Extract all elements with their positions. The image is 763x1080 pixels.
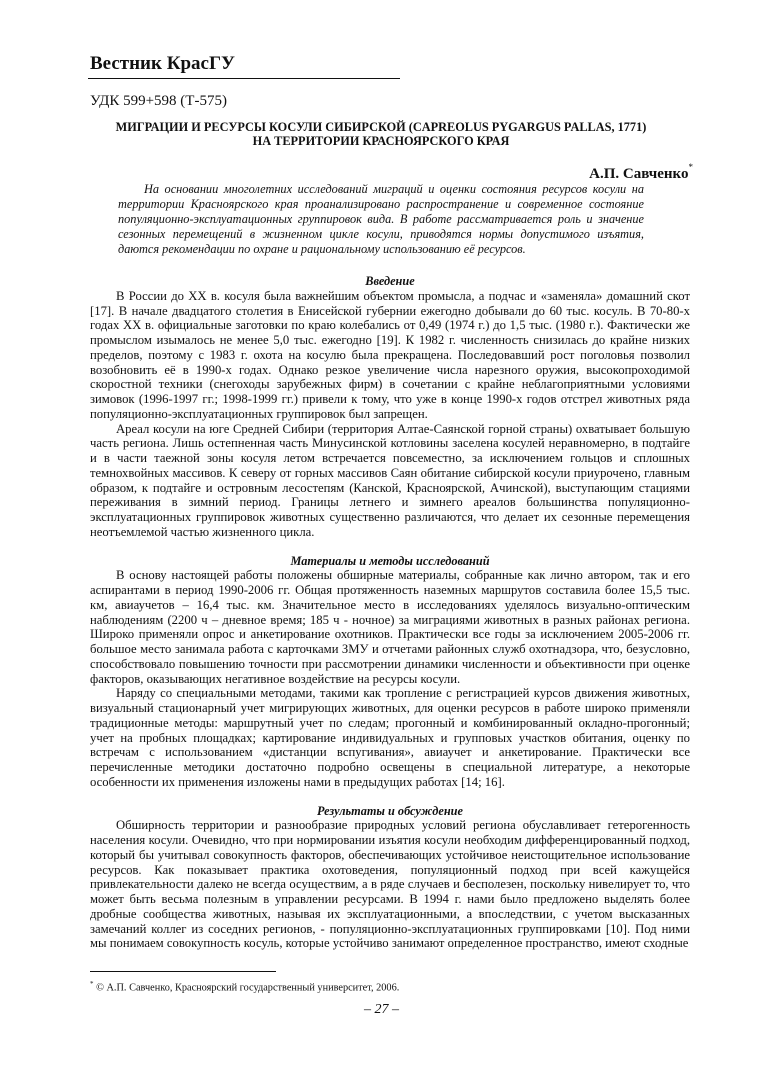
article-title	[90, 121, 672, 148]
author-footnote-mark: *	[688, 162, 693, 172]
article-title-line-1: МИГРАЦИИ И РЕСУРСЫ КОСУЛИ СИБИРСКОЙ (CAPREOLUS PYGARGUS PALLAS, 1771)	[115, 120, 647, 134]
paragraph: В основу настоящей работы положены обширные материалы, собранные как лично автором, так и его аспирантами в период 1990-2006 гг. Общая протяженность наземных маршрутов составила более 15,5 тыс. км, авиаучетов – 16,4 тыс. км. Значительное место в исследованиях уделялось визуально-оптическим наблюдениям (2200 ч – дневное время; 185 ч - ночное) за миграциями животных в разных районах региона. Широко применяли опрос и анкетирование охотников. Практически все годы за исключением 2005-2006 гг. большое место занимала работа с карточками ЗМУ и отчетами районных служб охотнадзора, что, безусловно, способствовало повышению точности при рассмотрении динамики численности и объективности при оценке факторов, оказывающих негативное воздействие на ресурсы косули.	[90, 568, 690, 686]
author-name: А.П. Савченко	[589, 166, 689, 182]
paragraph: Ареал косули на юге Средней Сибири (территория Алтае-Саянской горной страны) охватывает большую часть региона. Лишь остепненная часть Минусинской котловины заселена косулей неравномерно, в подтайге и в части таежной зоны косуля летом встречается повсеместно, за исключением гольцов и сплошных темнохвойных массивов. К северу от горных массивов Саян обитание сибирской косули приурочено, главным образом, к подтайге и островным лесостепям (Канской, Красноярской, Ачинской), выступающим стациями переживания в зимний период. Границы летнего и зимнего ареалов большинства популяционно-эксплуатационных группировок животных существенно различаются, что делает их сезонные перемещения неотъемлемой частью жизненного цикла.	[90, 421, 690, 539]
author	[589, 160, 693, 183]
abstract: На основании многолетних исследований миграций и оценки состояния ресурсов косули на территории Красноярского края проанализировано распространение и современное состояние популяционно-эксплуатационных группировок вида. В работе рассматривается роль и значение сезонных перемещений в жизненном цикле косули, приводятся нормы допустимого изъятия, даются рекомендации по охране и рациональному использованию её ресурсов.	[118, 182, 644, 256]
udk-code: УДК 599+598 (Т-575)	[90, 93, 227, 109]
page-number: – 27 –	[364, 1002, 399, 1017]
article-title-line-2: НА ТЕРРИТОРИИ КРАСНОЯРСКОГО КРАЯ	[252, 133, 510, 148]
footnote	[90, 978, 399, 994]
paragraph: Наряду со специальными методами, такими как тропление с регистрацией курсов движения животных, визуальный стационарный учет мигрирующих животных, для оценки ресурсов в работе широко применяли традиционные методы: маршрутный учет по следам; прогонный и комбинированный окладно-прогонный; учет на пробных площадках; картирование индивидуальных и групповых участков обитания, оценку по встречам с использованием «дистанции вспугивания», авиаучет и анкетирование. Практически все перечисленные методики достаточно подробно освещены в специальной литературе, а некоторые особенности их применения изложены нами в предыдущих работах [14; 16].	[90, 686, 690, 789]
paragraph: Обширность территории и разнообразие природных условий региона обуславливает гетерогенность населения косули. Очевидно, что при нормировании изъятия косули необходим дифференцированный подход, который бы учитывал совокупность факторов, обеспечивающих устойчивое неистощительное использование ресурсов. Как показывает практика охотоведения, популяционный подход при всей кажущейся привлекательности далеко не всегда осуществим, а в ряде случаев и бесполезен, поскольку нивелирует то, что может быть весьма полезным в управлении ресурсами. В 1994 г. нами было предложено выделять более дробные сообщества животных, называя их эксплуатационными, а впоследствии, с учетом высказанных замечаний коллег из соседних регионов, - популяционно-эксплуатационных группировками [10]. Под ними мы понимаем совокупность косуль, которые устойчиво занимают определенное пространство, имеют сходные	[90, 818, 690, 951]
paragraph: В России до XX в. косуля была важнейшим объектом промысла, а подчас и «заменяла» домашний скот [17]. В начале двадцатого столетия в Енисейской губернии ежегодно добывали до 60 тыс. косуль. В 70-80-х годах XX в. официальные заготовки по краю колебались от 0,49 (1974 г.) до 1,5 тыс. (1980 г.). Фактически же промыслом изымалось не менее 5,0 тыс. ежегодно [19]. К 1982 г. численность снизилась до крайне низких пределов, поэтому с 1983 г. охота на косулю была прекращена. Последовавший рост поголовья позволил возобновить её в 1990-х годах. Однако резкое увеличение числа нарезного оружия, высокопроходимой скоростной техники (снегоходы зарубежных фирм) в сочетании с крайне неблагоприятными условиями зимовок (1996-1997 гг.; 1998-1999 гг.) привели к тому, что уже в конце 1990-х годов отстрел животных ряда популяционно-эксплуатационных группировок был запрещен.	[90, 288, 690, 421]
journal-title-rule	[88, 78, 400, 79]
journal-title: Вестник КрасГУ	[90, 53, 236, 74]
footnote-mark: *	[90, 980, 94, 988]
footnote-text: © А.П. Савченко, Красноярский государственный университет, 2006.	[96, 982, 400, 994]
footnote-rule	[90, 971, 276, 972]
section-title-results: Результаты и обсуждение	[317, 803, 463, 818]
article-body	[90, 272, 690, 951]
section-title-methods: Материалы и методы исследований	[290, 553, 490, 568]
section-title-introduction: Введение	[365, 274, 415, 288]
